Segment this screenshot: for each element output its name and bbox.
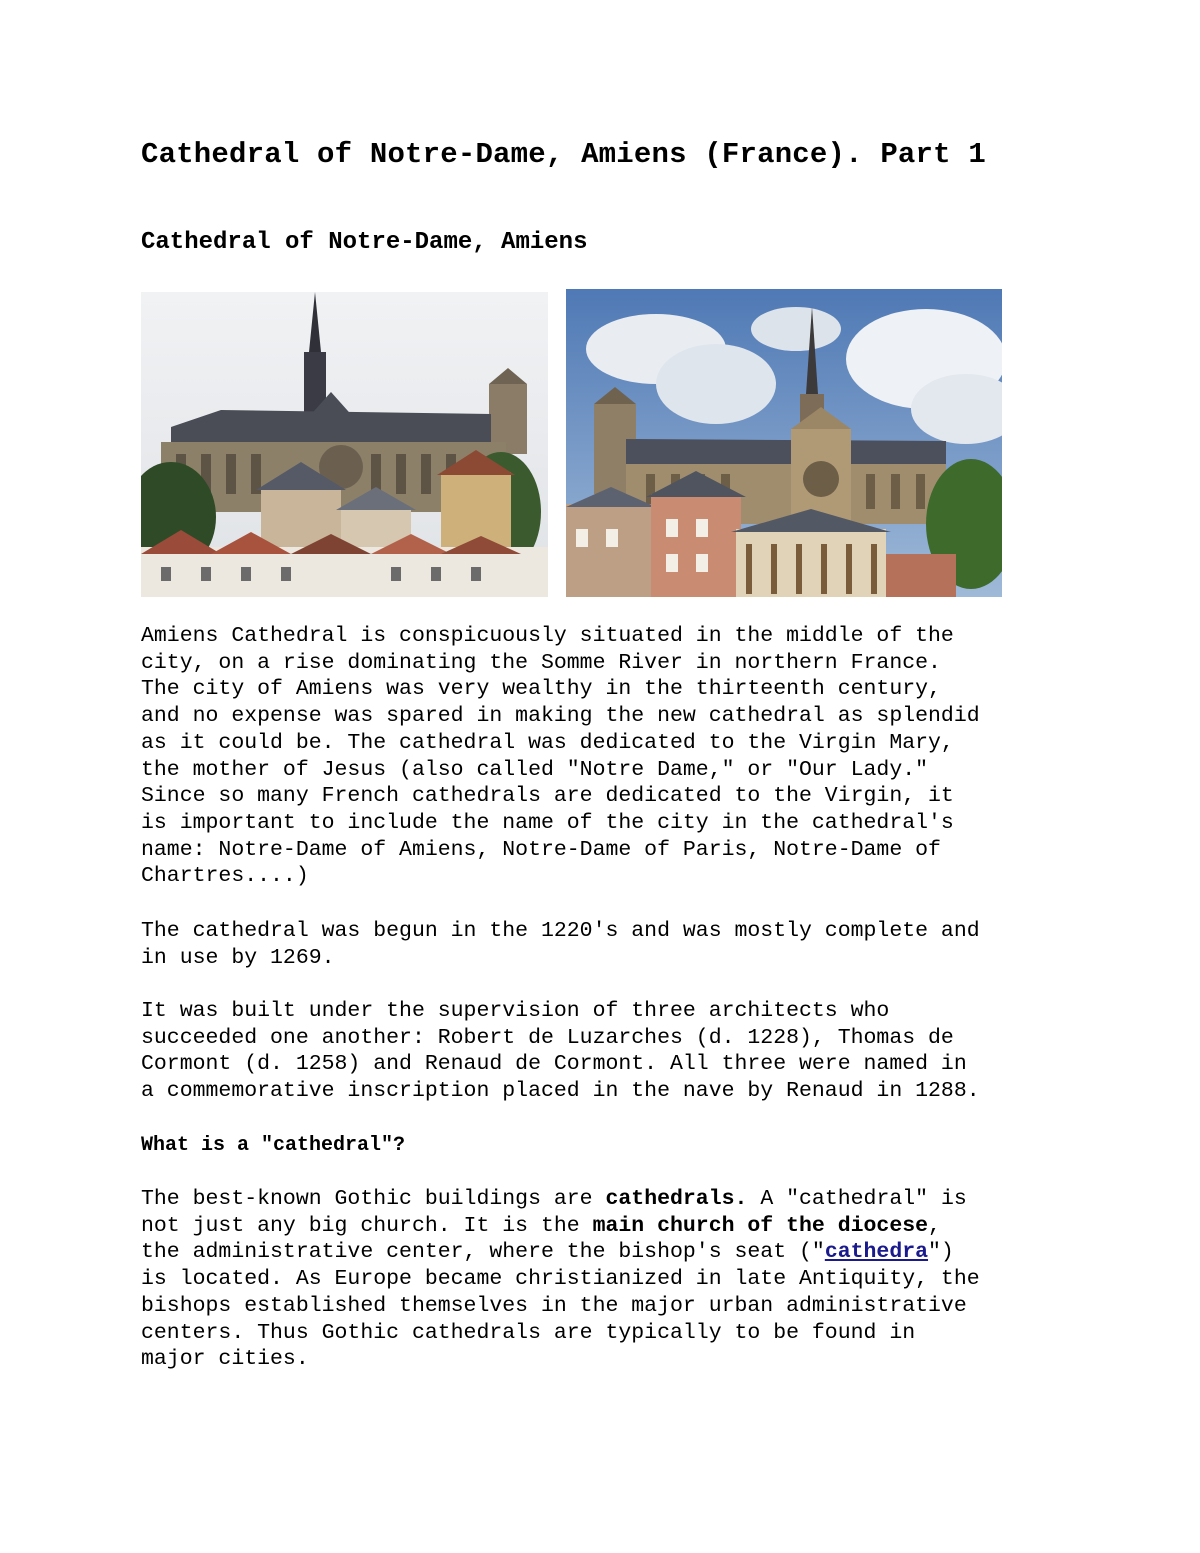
bold-cathedrals: cathedrals.	[605, 1187, 748, 1211]
paragraph-cathedral-definition: The best-known Gothic buildings are cathedrals. A "cathedral" is not just any big church. It is the main church of the diocese, the administrative center, where the bishop's seat ("cathedra") is located. As Europe became christianized in late Antiquity, the bishops established themselves in the major urban administrative centers. Thus Gothic cathedrals are typically to be found in major cities.	[141, 1187, 980, 1372]
paragraph-intro: Amiens Cathedral is conspicuously situated in the middle of the city, on a rise dominating the Somme River in northern France. The city of Amiens was very wealthy in the thirteenth century, and no expense was spared in making the new cathedral as splendid as it could be. The cathedral was dedicated to the Virgin Mary, the mother of Jesus (also called "Notre Dame," or "Our Lady." Since so many French cathedrals are dedicated to the Virgin, it is important to include the name of the city in the cathedral's name: Notre-Dame of Amiens, Notre-Dame of Paris, Notre-Dame of Chartres....)	[141, 624, 980, 889]
paragraph-architects: It was built under the supervision of three architects who succeeded one another: Robert de Luzarches (d. 1228), Thomas de Cormont (d. 1258) and Renaud de Cormont. All three were named in a commemorative inscription placed in the nave by Renaud in 1288.	[141, 999, 980, 1104]
cathedral-photo-left	[141, 292, 548, 597]
cathedral-photo-right	[566, 289, 1002, 597]
paragraph-dates: The cathedral was begun in the 1220's and was mostly complete and in use by 1269.	[141, 919, 980, 970]
page-title: Cathedral of Notre-Dame, Amiens (France). Part 1	[141, 138, 986, 171]
page-subtitle: Cathedral of Notre-Dame, Amiens	[141, 229, 588, 256]
cathedra-link[interactable]: cathedra	[824, 1240, 929, 1265]
section-heading: What is a "cathedral"?	[141, 1134, 406, 1157]
bold-main-church: main church of the diocese	[592, 1213, 929, 1238]
